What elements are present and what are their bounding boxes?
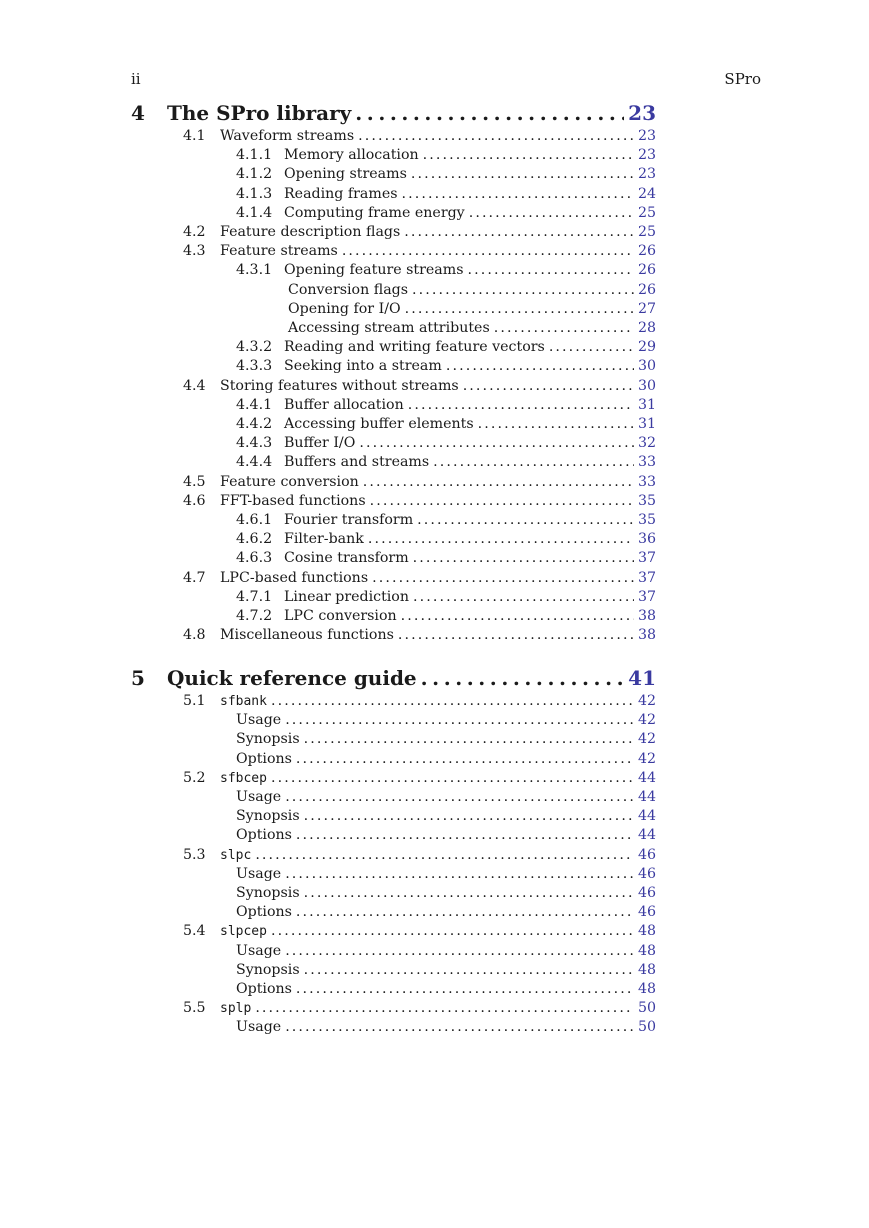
chapter-page-link[interactable]: 23 bbox=[628, 101, 656, 125]
toc-entry[interactable] bbox=[0, 962, 869, 981]
section-page-link[interactable]: 31 bbox=[637, 416, 656, 432]
section-title: Synopsis bbox=[236, 808, 300, 825]
section-page-link[interactable]: 24 bbox=[637, 185, 656, 202]
section-page-link[interactable]: 46 bbox=[637, 865, 656, 882]
toc-entry[interactable] bbox=[0, 827, 869, 846]
chapter-title: The SPro library bbox=[167, 101, 352, 125]
section-page-link[interactable]: 23 bbox=[637, 166, 656, 183]
section-number: 5.5 bbox=[183, 1000, 206, 1017]
section-number: 5.2 bbox=[183, 769, 206, 786]
leader-dots bbox=[255, 1000, 634, 1016]
leader-dots bbox=[446, 358, 634, 374]
toc-entry[interactable] bbox=[0, 416, 869, 435]
toc-entry[interactable] bbox=[0, 1019, 869, 1038]
leader-dots bbox=[408, 397, 634, 413]
toc-entry[interactable] bbox=[0, 358, 869, 377]
section-page-link[interactable]: 44 bbox=[637, 789, 656, 805]
section-title: Linear prediction bbox=[284, 588, 409, 605]
section-number: 4.6.1 bbox=[236, 512, 273, 528]
toc-entry[interactable] bbox=[0, 282, 869, 301]
leader-dots bbox=[404, 224, 634, 240]
section-number: 4.1.4 bbox=[236, 204, 273, 221]
toc-entry[interactable] bbox=[0, 320, 869, 339]
leader-dots bbox=[417, 512, 634, 528]
section-title: LPC-based functions bbox=[220, 569, 369, 586]
section-number: 4.4.4 bbox=[236, 454, 273, 471]
section-title: Cosine transform bbox=[284, 550, 409, 567]
toc-entry[interactable] bbox=[0, 693, 869, 712]
section-page-link[interactable]: 30 bbox=[637, 377, 656, 394]
toc-entry[interactable] bbox=[0, 339, 869, 358]
toc-entry[interactable] bbox=[0, 904, 869, 923]
section-page-link[interactable]: 37 bbox=[637, 588, 656, 605]
section-title: Conversion flags bbox=[288, 281, 409, 298]
leader-dots bbox=[468, 262, 634, 278]
section-page-link[interactable]: 46 bbox=[637, 904, 656, 921]
leader-dots bbox=[421, 666, 625, 690]
section-title: Synopsis bbox=[236, 885, 300, 901]
leader-dots bbox=[296, 981, 634, 997]
section-page-link[interactable]: 46 bbox=[637, 846, 656, 863]
toc-entry[interactable] bbox=[0, 770, 869, 789]
leader-dots bbox=[412, 282, 634, 298]
leader-dots bbox=[469, 205, 634, 221]
section-page-link[interactable]: 38 bbox=[637, 627, 656, 644]
leader-dots bbox=[370, 493, 634, 509]
section-title: sfbcep bbox=[220, 770, 267, 786]
toc-entry[interactable] bbox=[0, 847, 869, 866]
leader-dots bbox=[296, 827, 634, 843]
toc-entry[interactable] bbox=[0, 1000, 869, 1019]
section-title: Synopsis bbox=[236, 731, 300, 748]
section-title: Options bbox=[236, 750, 292, 767]
section-title: Usage bbox=[236, 865, 282, 882]
section-title: Buffer allocation bbox=[284, 396, 404, 413]
leader-dots bbox=[368, 531, 634, 547]
toc-chapter[interactable] bbox=[0, 101, 869, 127]
section-title: Filter-bank bbox=[284, 531, 364, 548]
toc-entry[interactable] bbox=[0, 943, 869, 962]
section-number: 4.5 bbox=[183, 473, 206, 490]
section-number: 5.4 bbox=[183, 923, 206, 940]
page-number: ii bbox=[131, 70, 141, 88]
section-title: slpcep bbox=[220, 924, 267, 940]
leader-dots bbox=[401, 608, 634, 624]
chapter-number: 4 bbox=[131, 101, 145, 125]
toc-entry[interactable] bbox=[0, 262, 869, 281]
section-page-link[interactable]: 48 bbox=[637, 961, 656, 978]
leader-dots bbox=[304, 962, 634, 978]
section-title: Options bbox=[236, 904, 292, 921]
leader-dots bbox=[405, 301, 634, 317]
leader-dots bbox=[372, 570, 634, 586]
section-title: Buffers and streams bbox=[284, 454, 430, 471]
leader-dots bbox=[285, 1019, 634, 1035]
section-number: 4.3 bbox=[183, 243, 206, 260]
chapter-page-link[interactable]: 41 bbox=[628, 666, 656, 690]
leader-dots bbox=[304, 885, 634, 901]
toc-entry[interactable] bbox=[0, 866, 869, 885]
toc-entry[interactable] bbox=[0, 378, 869, 397]
toc-entry[interactable] bbox=[0, 608, 869, 627]
toc-entry[interactable] bbox=[0, 589, 869, 608]
section-page-link[interactable]: 42 bbox=[637, 750, 656, 767]
running-title: SPro bbox=[724, 70, 761, 88]
section-number: 4.3.3 bbox=[236, 358, 273, 375]
section-title: Storing features without streams bbox=[220, 377, 459, 394]
section-page-link[interactable]: 33 bbox=[637, 473, 656, 490]
section-number: 4.4.3 bbox=[236, 435, 273, 452]
section-number: 4.1 bbox=[183, 128, 206, 144]
section-title: Fourier transform bbox=[284, 512, 414, 528]
chapter-number: 5 bbox=[131, 666, 145, 690]
leader-dots bbox=[271, 770, 634, 786]
section-page-link[interactable]: 35 bbox=[637, 492, 656, 509]
section-page-link[interactable]: 42 bbox=[637, 693, 656, 709]
leader-dots bbox=[285, 789, 634, 805]
leader-dots bbox=[398, 627, 634, 643]
section-page-link[interactable]: 30 bbox=[637, 358, 656, 375]
section-page-link[interactable]: 42 bbox=[637, 712, 656, 729]
toc-entry[interactable] bbox=[0, 186, 869, 205]
section-title: Feature conversion bbox=[220, 473, 359, 490]
leader-dots bbox=[342, 243, 634, 259]
toc-entry[interactable] bbox=[0, 474, 869, 493]
leader-dots bbox=[359, 435, 634, 451]
section-page-link[interactable]: 48 bbox=[637, 981, 656, 997]
toc-entry[interactable] bbox=[0, 301, 869, 320]
leader-dots bbox=[304, 731, 634, 747]
toc-entry[interactable] bbox=[0, 531, 869, 550]
section-title: Feature description flags bbox=[220, 224, 401, 240]
leader-dots bbox=[285, 866, 634, 882]
section-page-link[interactable]: 25 bbox=[637, 224, 656, 240]
section-title: Usage bbox=[236, 712, 282, 729]
section-number: 4.6.3 bbox=[236, 550, 273, 567]
leader-dots bbox=[402, 186, 634, 202]
section-title: Computing frame energy bbox=[284, 204, 465, 221]
section-page-link[interactable]: 27 bbox=[637, 300, 656, 317]
leader-dots bbox=[423, 147, 634, 163]
leader-dots bbox=[363, 474, 634, 490]
section-title: Opening streams bbox=[284, 166, 407, 183]
section-title: LPC conversion bbox=[284, 608, 397, 624]
section-title: Opening for I/O bbox=[288, 300, 401, 317]
toc-entry[interactable] bbox=[0, 885, 869, 904]
section-page-link[interactable]: 37 bbox=[637, 569, 656, 586]
leader-dots bbox=[411, 166, 634, 182]
section-title: Accessing stream attributes bbox=[288, 320, 490, 336]
section-title: Usage bbox=[236, 942, 282, 959]
toc-entry[interactable] bbox=[0, 128, 869, 147]
toc-entry[interactable] bbox=[0, 205, 869, 224]
toc-entry[interactable] bbox=[0, 147, 869, 166]
section-page-link[interactable]: 35 bbox=[637, 512, 656, 528]
leader-dots bbox=[478, 416, 634, 432]
section-number: 4.1.1 bbox=[236, 147, 273, 164]
section-title: Usage bbox=[236, 789, 282, 805]
leader-dots bbox=[285, 943, 634, 959]
toc-entry[interactable] bbox=[0, 435, 869, 454]
section-title: Reading frames bbox=[284, 185, 398, 202]
toc-entry[interactable] bbox=[0, 166, 869, 185]
leader-dots bbox=[271, 693, 634, 709]
leader-dots bbox=[271, 923, 634, 939]
section-number: 4.7 bbox=[183, 569, 206, 586]
section-page-link[interactable]: 44 bbox=[637, 827, 656, 844]
toc-entry[interactable] bbox=[0, 493, 869, 512]
section-title: Synopsis bbox=[236, 961, 300, 978]
section-page-link[interactable]: 50 bbox=[637, 1000, 656, 1017]
section-page-link[interactable]: 25 bbox=[637, 204, 656, 221]
section-page-link[interactable]: 32 bbox=[637, 435, 656, 452]
toc-entry[interactable] bbox=[0, 224, 869, 243]
chapter-title: Quick reference guide bbox=[167, 666, 417, 690]
section-title: Options bbox=[236, 981, 292, 997]
section-page-link[interactable]: 33 bbox=[637, 454, 656, 471]
leader-dots bbox=[549, 339, 634, 355]
leader-dots bbox=[285, 712, 634, 728]
leader-dots bbox=[413, 589, 634, 605]
section-title: Accessing buffer elements bbox=[284, 416, 474, 432]
section-number: 4.3.1 bbox=[236, 262, 273, 279]
section-page-link[interactable]: 42 bbox=[637, 731, 656, 748]
toc-entry[interactable] bbox=[0, 550, 869, 569]
section-title: Usage bbox=[236, 1019, 282, 1036]
leader-dots bbox=[355, 101, 624, 125]
toc-entry[interactable] bbox=[0, 712, 869, 731]
section-title: FFT-based functions bbox=[220, 492, 366, 509]
section-title: Options bbox=[236, 827, 292, 844]
section-title: Buffer I/O bbox=[284, 435, 356, 452]
leader-dots bbox=[304, 808, 634, 824]
section-number: 4.4.1 bbox=[236, 396, 273, 413]
section-page-link[interactable]: 48 bbox=[637, 923, 656, 940]
section-number: 4.2 bbox=[183, 224, 206, 240]
section-page-link[interactable]: 44 bbox=[637, 808, 656, 825]
section-page-link[interactable]: 23 bbox=[637, 147, 656, 164]
section-number: 4.1.3 bbox=[236, 185, 273, 202]
toc-entry[interactable] bbox=[0, 731, 869, 750]
leader-dots bbox=[463, 378, 634, 394]
section-number: 4.3.2 bbox=[236, 339, 273, 356]
toc-entry[interactable] bbox=[0, 454, 869, 473]
section-title: Memory allocation bbox=[284, 147, 419, 164]
leader-dots bbox=[358, 128, 634, 144]
section-number: 4.6.2 bbox=[236, 531, 273, 548]
section-number: 4.4 bbox=[183, 377, 206, 394]
section-number: 5.1 bbox=[183, 693, 206, 709]
section-title: Miscellaneous functions bbox=[220, 627, 394, 644]
section-title: Reading and writing feature vectors bbox=[284, 339, 545, 356]
section-title: sfbank bbox=[220, 694, 267, 709]
section-number: 5.3 bbox=[183, 846, 206, 863]
leader-dots bbox=[296, 751, 634, 767]
toc-entry[interactable] bbox=[0, 512, 869, 531]
section-number: 4.1.2 bbox=[236, 166, 273, 183]
section-page-link[interactable]: 26 bbox=[637, 281, 656, 298]
section-page-link[interactable]: 26 bbox=[637, 243, 656, 260]
section-page-link[interactable]: 37 bbox=[637, 550, 656, 567]
section-page-link[interactable]: 38 bbox=[637, 608, 656, 624]
toc-entry[interactable] bbox=[0, 397, 869, 416]
leader-dots bbox=[494, 320, 634, 336]
toc-entry[interactable] bbox=[0, 751, 869, 770]
toc-entry[interactable] bbox=[0, 808, 869, 827]
leader-dots bbox=[296, 904, 634, 920]
toc-entry[interactable] bbox=[0, 923, 869, 942]
section-number: 4.6 bbox=[183, 492, 206, 509]
section-page-link[interactable]: 31 bbox=[637, 396, 656, 413]
section-page-link[interactable]: 50 bbox=[637, 1019, 656, 1036]
leader-dots bbox=[255, 847, 634, 863]
section-number: 4.4.2 bbox=[236, 416, 273, 432]
toc-entry[interactable] bbox=[0, 570, 869, 589]
toc-chapter[interactable] bbox=[0, 666, 869, 692]
section-page-link[interactable]: 36 bbox=[637, 531, 656, 548]
section-number: 4.7.1 bbox=[236, 588, 273, 605]
section-page-link[interactable]: 48 bbox=[637, 942, 656, 959]
section-page-link[interactable]: 28 bbox=[637, 320, 656, 336]
section-number: 4.8 bbox=[183, 627, 206, 644]
section-title: Opening feature streams bbox=[284, 262, 464, 279]
section-number: 4.7.2 bbox=[236, 608, 273, 624]
section-title: Waveform streams bbox=[220, 128, 355, 144]
section-title: slpc bbox=[220, 847, 252, 863]
section-title: Feature streams bbox=[220, 243, 338, 260]
leader-dots bbox=[413, 550, 634, 566]
toc-entry[interactable] bbox=[0, 789, 869, 808]
section-page-link[interactable]: 29 bbox=[637, 339, 656, 356]
section-page-link[interactable]: 44 bbox=[637, 769, 656, 786]
toc-entry[interactable] bbox=[0, 627, 869, 646]
leader-dots bbox=[433, 454, 634, 470]
toc-entry[interactable] bbox=[0, 981, 869, 1000]
section-title: Seeking into a stream bbox=[284, 358, 442, 375]
section-title: splp bbox=[220, 1001, 252, 1017]
section-page-link[interactable]: 26 bbox=[637, 262, 656, 279]
section-page-link[interactable]: 46 bbox=[637, 885, 656, 901]
toc-entry[interactable] bbox=[0, 243, 869, 262]
section-page-link[interactable]: 23 bbox=[637, 128, 656, 144]
